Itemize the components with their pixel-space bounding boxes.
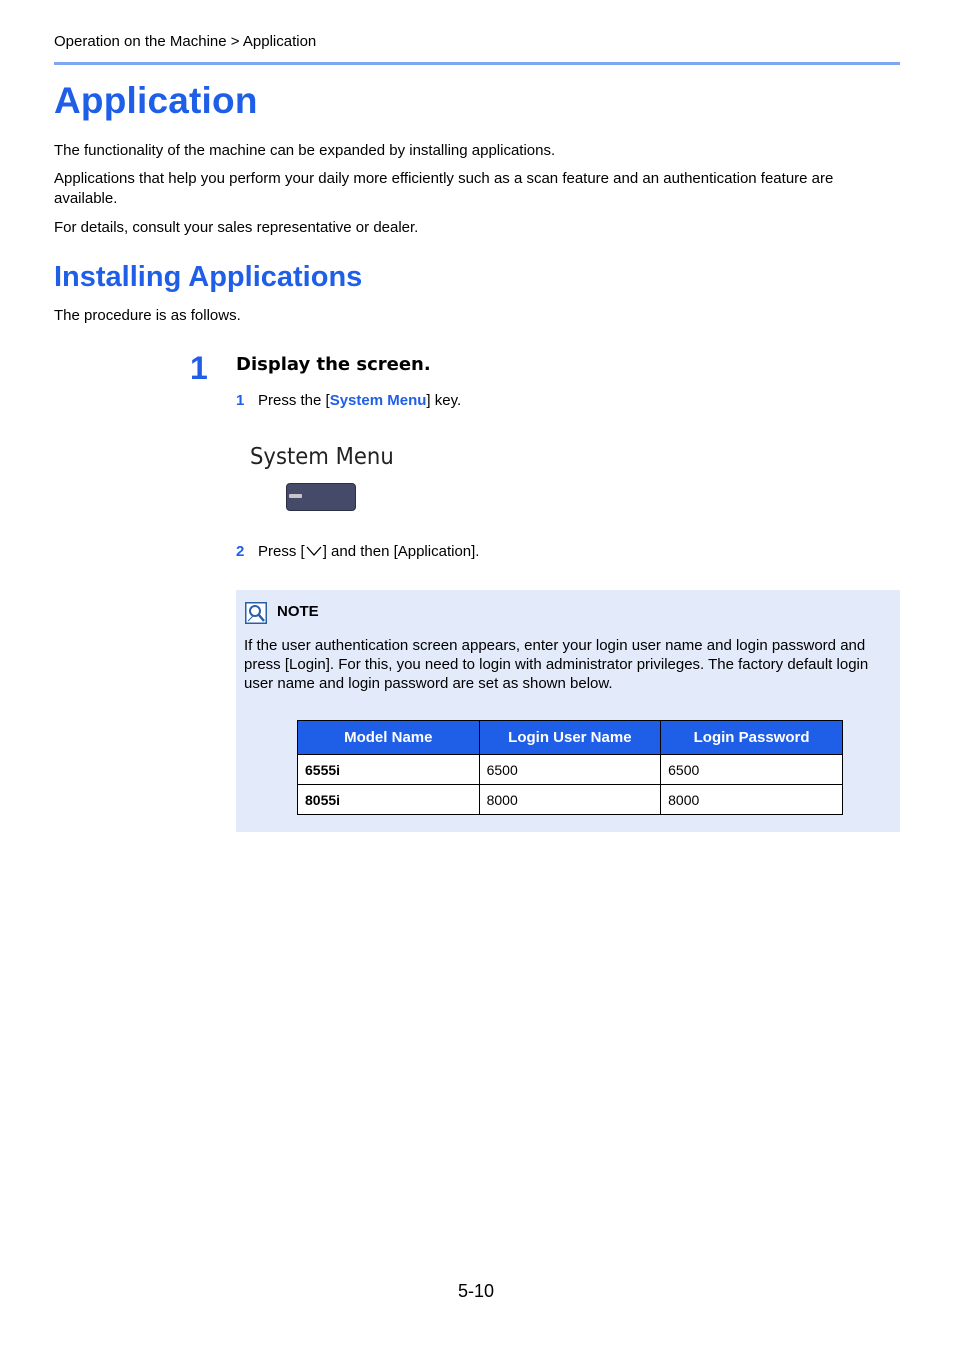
note-box [236,590,900,832]
intro-paragraph-1: The functionality of the machine can be expanded by installing applications. [54,142,556,159]
sub-step-2 [236,543,479,562]
table-cell-password: 8000 [661,785,843,815]
chevron-down-icon [305,544,323,562]
page-title: Application [54,80,258,121]
note-text: If the user authentication screen appears, enter your login user name and login password and press [Login]. For this, you need to login with administrator privileges. The factory default login user name and login password are set as shown below. [244,637,869,692]
table-header-cell: Login Password [661,721,843,755]
intro-paragraph-2: Applications that help you perform your daily more efficiently such as a scan feature and an authentication feature are available. [54,170,834,207]
note-heading: NOTE [277,603,319,620]
sub-step-text: Press the [ [258,392,330,409]
breadcrumb: Operation on the Machine > Application [54,33,317,50]
sub-step-number: 2 [236,543,245,560]
section-intro: The procedure is as follows. [54,307,241,324]
table-cell-model: 8055i [298,785,480,815]
login-defaults-table [297,720,843,815]
step-title: Display the screen. [236,354,431,375]
sub-step-text: ] key. [426,392,462,409]
table-row [298,785,843,815]
intro-paragraph-3: For details, consult your sales representative or dealer. [54,219,419,236]
header-rule [54,62,900,65]
system-menu-key-label: System Menu [250,444,394,470]
system-menu-key-ref: System Menu [329,392,427,409]
page-number: 5-10 [458,1281,495,1301]
step-number: 1 [190,350,208,386]
table-cell-model: 6555i [298,755,480,785]
note-magnifier-icon [245,602,267,629]
sub-step-number: 1 [236,392,245,409]
table-header-cell: Model Name [298,721,480,755]
table-header-row [298,721,843,755]
system-menu-key-button[interactable] [286,483,356,511]
table-row [298,755,843,785]
key-indicator-light [289,494,302,498]
table-cell-user: 8000 [479,785,661,815]
sub-step-1 [236,392,461,409]
table-cell-user: 6500 [479,755,661,785]
section-title: Installing Applications [54,261,363,293]
sub-step-text: Press [ [258,543,305,560]
table-cell-password: 6500 [661,755,843,785]
sub-step-text: ] and then [Application]. [322,543,480,560]
table-header-cell: Login User Name [479,721,661,755]
